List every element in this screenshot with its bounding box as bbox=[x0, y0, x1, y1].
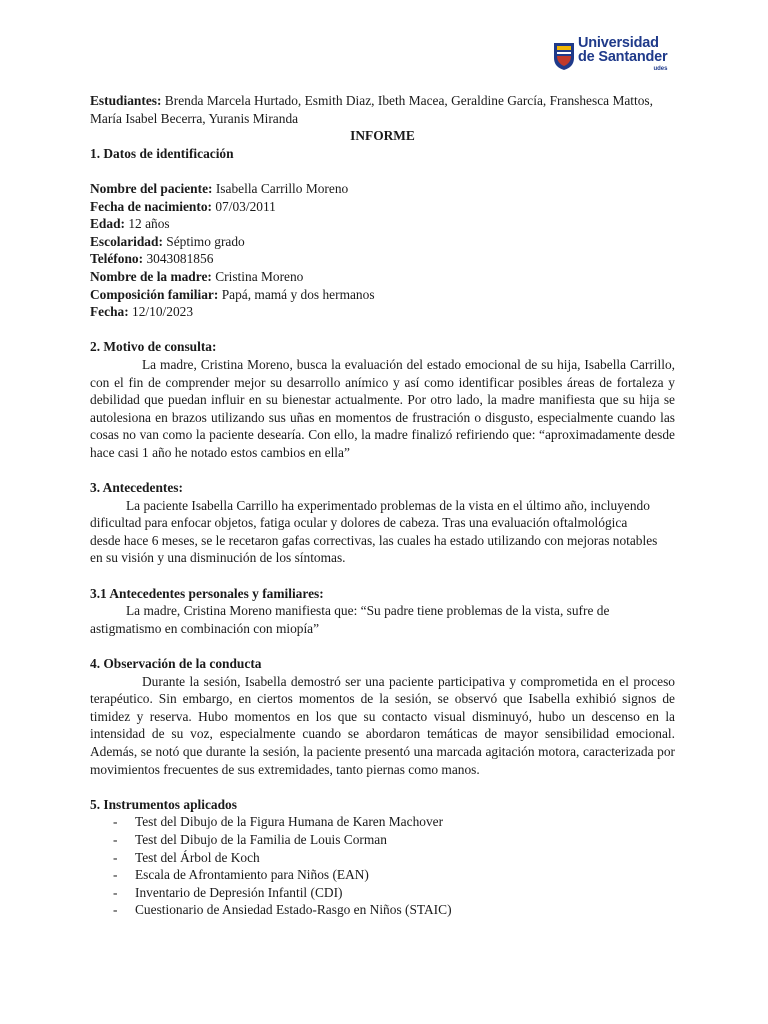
section-motivo-heading: 2. Motivo de consulta: bbox=[90, 339, 217, 355]
instrumentos-list bbox=[90, 813, 675, 919]
section-observacion-heading: 4. Observación de la conducta bbox=[90, 656, 262, 671]
list-item: - Test del Dibujo de la Familia de Louis Corman bbox=[113, 831, 387, 847]
report-body bbox=[90, 92, 675, 919]
report-title: INFORME bbox=[350, 128, 415, 144]
students-line bbox=[90, 92, 675, 127]
field-patient-name: Nombre del paciente: Isabella Carrillo Moreno bbox=[90, 180, 349, 196]
shield-icon bbox=[553, 41, 575, 71]
section-instrumentos-heading: 5. Instrumentos aplicados bbox=[90, 796, 237, 812]
logo-line-1: Universidad bbox=[578, 35, 659, 51]
field-family: Composición familiar: Papá, mamá y dos hermanos bbox=[90, 286, 375, 302]
field-phone: Teléfono: 3043081856 bbox=[90, 251, 214, 267]
students-label: Estudiantes: bbox=[90, 93, 162, 108]
field-schooling: Escolaridad: Séptimo grado bbox=[90, 233, 245, 249]
list-item: - Test del Árbol de Koch bbox=[113, 849, 260, 865]
list-item: - Test del Dibujo de la Figura Humana de Karen Machover bbox=[113, 814, 444, 830]
field-mother-name: Nombre de la madre: Cristina Moreno bbox=[90, 268, 304, 284]
antecedentes-line: dificultad para enfocar objetos, fatiga ocular y dolores de cabeza. Tras una evaluación oftalmológica bbox=[90, 515, 628, 531]
section-personales-heading: 3.1 Antecedentes personales y familiares: bbox=[90, 585, 324, 601]
personales-line: astigmatismo en combinación con miopía” bbox=[90, 620, 320, 636]
list-item: - Inventario de Depresión Infantil (CDI) bbox=[113, 884, 343, 900]
personales-line: La madre, Cristina Moreno manifiesta que: “Su padre tiene problemas de la vista, sufre de bbox=[126, 603, 610, 619]
antecedentes-line: en su visión y una disminución de los síntomas. bbox=[90, 550, 346, 566]
logo-line-2: de Santander bbox=[578, 49, 668, 65]
antecedentes-line: La paciente Isabella Carrillo ha experimentado problemas de la vista en el último año, incluyendo bbox=[126, 497, 650, 513]
section-motivo-text: La madre, Cristina Moreno, busca la evaluación del estado emocional de su hija, Isabella Carrillo, con el fin de comprender mejor su desarrollo anímico y así como identificar posibles áreas de fortaleza y debilidad que puedan influir en su bienestar actualmente. Por otro lado, la madre manifiesta que su hija se autolesiona en brazos utilizando sus uñas en momentos de frustración o disgusto, especialmente cuando las cosas no van como la paciente desearía. Con ello, la madre finalizó refiriendo que: “aproximadamente desde hace casi 1 año he notado estos cambios en ella” bbox=[90, 356, 675, 460]
section-antecedentes-heading: 3. Antecedentes: bbox=[90, 480, 183, 496]
logo-sub: udes bbox=[653, 66, 668, 72]
list-item: - Escala de Afrontamiento para Niños (EAN) bbox=[113, 867, 369, 883]
list-item: - Cuestionario de Ansiedad Estado-Rasgo en Niños (STAIC) bbox=[113, 902, 452, 918]
antecedentes-line: desde hace 6 meses, se le recetaron gafas correctivas, las cuales ha estado utilizando con mejoras notables bbox=[90, 532, 658, 548]
students-names: Brenda Marcela Hurtado, Esmith Diaz, Ibeth Macea, Geraldine García, Franshesca Mattos, María Isabel Becerra, Yuranis Miranda bbox=[90, 93, 653, 126]
field-birth-date: Fecha de nacimiento: 07/03/2011 bbox=[90, 198, 276, 214]
field-date: Fecha: 12/10/2023 bbox=[90, 304, 194, 320]
university-logo bbox=[553, 35, 683, 74]
field-age: Edad: 12 años bbox=[90, 216, 170, 232]
section-identification-heading: 1. Datos de identificación bbox=[90, 145, 234, 161]
section-observacion-text: Durante la sesión, Isabella demostró ser una paciente participativa y comprometida en el proceso terapéutico. Sin embargo, en ciertos momentos de la sesión, se observó que Isabella exhibió signos de timidez y reserva. Hubo momentos en los que su contacto visual disminuyó, hubo un descenso en la intensidad de su voz, especialmente cuando se abordaron temáticas de mayor sensibilidad emocional. Además, se notó que durante la sesión, la paciente presentó una marcada agitación motora, caracterizada por movimientos frecuentes de sus extremidades, tanto piernas como manos. bbox=[90, 673, 675, 777]
